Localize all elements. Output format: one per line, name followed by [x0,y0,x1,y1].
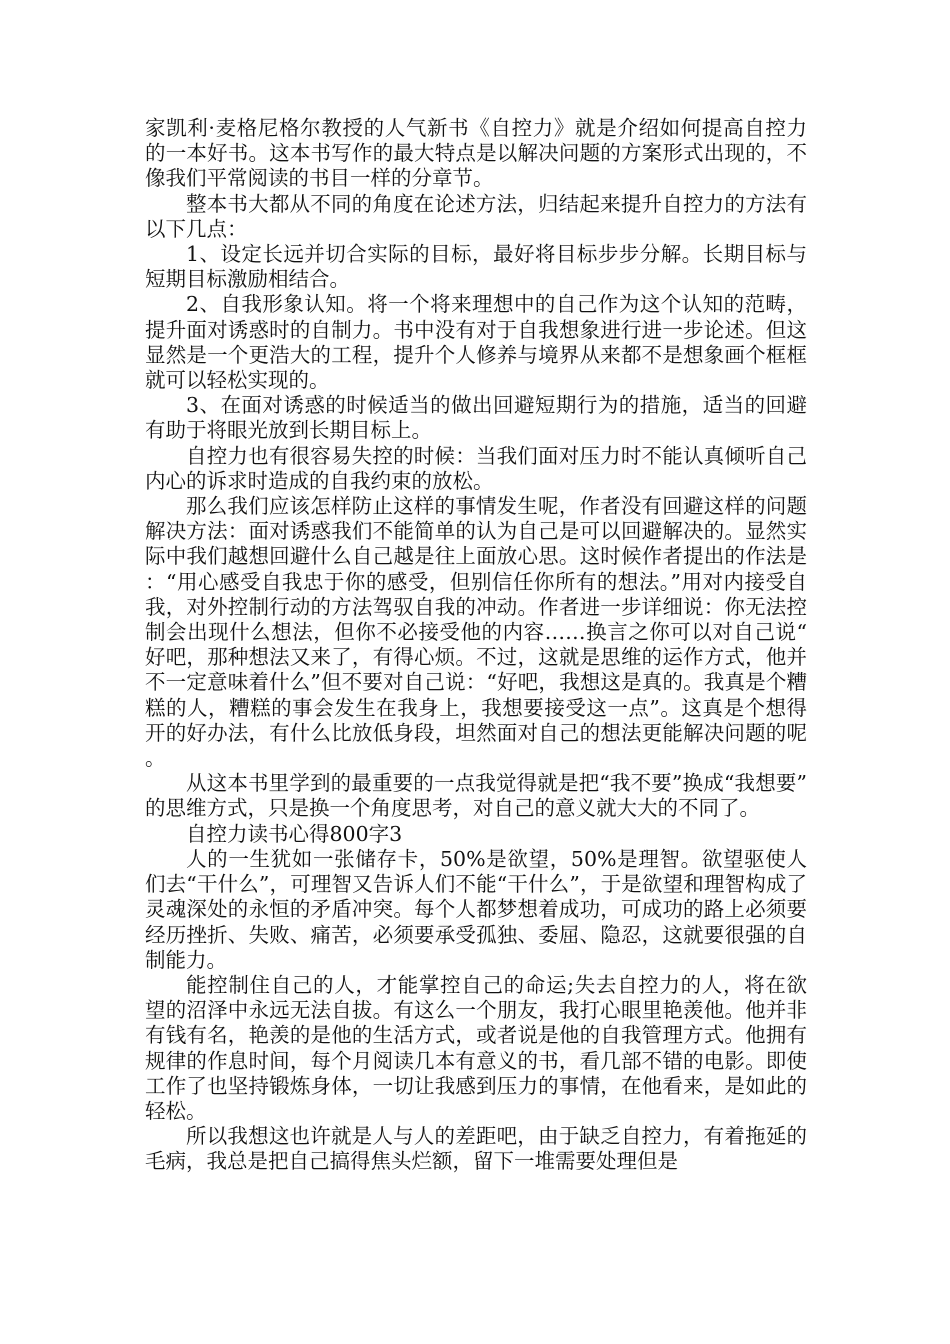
paragraph-friend-example: 能控制住自己的人，才能掌控自己的命运;失去自控力的人，将在欲望的沼泽中永远无法自拔。有这么一个朋友，我打心眼里艳羡他。他并非有钱有名，艳羡的是他的生活方式，或者说是他的自我管理方式。他拥有规律的作息时间，每个月阅读几本有意义的书，看几部不错的电影。即使工作了也坚持锻炼身体，一切让我感到压力的事情，在他看来，是如此的轻松。 [145,972,807,1123]
paragraph-losing-control: 自控力也有很容易失控的时候：当我们面对压力时不能认真倾听自己内心的诉求时造成的自我约束的放松。 [145,443,807,493]
paragraph-method-3: 3、在面对诱惑的时候适当的做出回避短期行为的措施，适当的回避有助于将眼光放到长期目标上。 [145,393,807,443]
paragraph-prevention: 那么我们应该怎样防止这样的事情发生呢，作者没有回避这样的问题解决方法：面对诱惑我们不能简单的认为自己是可以回避解决的。显然实际中我们越想回避什么自己越是往上面放心思。这时候作者提出的作法是：“用心感受自我忠于你的感受，但别信任你所有的想法。”用对内接受自我，对外控制行动的方法驾驭自我的冲动。作者进一步详细说：你无法控制会出现什么想法，但你不必接受他的内容……换言之你可以对自己说“好吧，那种想法又来了，有得心烦。不过，这就是思维的运作方式，他并不一定意味着什么”但不要对自己说：“好吧，我想这是真的。我真是个糟糕的人，糟糕的事会发生在我身上，我想要接受这一点”。这真是个想得开的好办法，有什么比放低身段，坦然面对自己的想法更能解决问题的呢。 [145,494,807,771]
paragraph-intro-continued: 家凯利·麦格尼格尔教授的人气新书《自控力》就是介绍如何提高自控力的一本好书。这本书写作的最大特点是以解决问题的方案形式出现的，不像我们平常阅读的书目一样的分章节。 [145,116,807,191]
section-heading: 自控力读书心得800字3 [186,821,403,846]
paragraph-method-1: 1、设定长远并切合实际的目标，最好将目标步步分解。长期目标与短期目标激励相结合。 [145,242,807,292]
paragraph-key-lesson: 从这本书里学到的最重要的一点我觉得就是把“我不要”换成“我想要”的思维方式，只是换一个角度思考，对自己的意义就大大的不同了。 [145,771,807,821]
paragraph-gap: 所以我想这也许就是人与人的差距吧，由于缺乏自控力，有着拖延的毛病，我总是把自己搞得焦头烂额，留下一堆需要处理但是 [145,1124,807,1174]
paragraph-method-2: 2、自我形象认知。将一个将来理想中的自己作为这个认知的范畴，提升面对诱惑时的自制力。书中没有对于自我想象进行进一步论述。但这显然是一个更浩大的工程，提升个人修养与境界从来都不是想象画个框框就可以轻松实现的。 [145,292,807,393]
paragraph-desire-reason: 人的一生犹如一张储存卡，50%是欲望，50%是理智。欲望驱使人们去“干什么”，可理智又告诉人们不能“干什么”，于是欲望和理智构成了灵魂深处的永恒的矛盾冲突。每个人都梦想着成功，可成功的路上必须要经历挫折、失败、痛苦，必须要承受孤独、委屈、隐忍，这就要很强的自制能力。 [145,846,807,972]
paragraph-methods-summary: 整本书大都从不同的角度在论述方法，归结起来提升自控力的方法有以下几点： [145,191,807,241]
document-body [145,116,807,1175]
